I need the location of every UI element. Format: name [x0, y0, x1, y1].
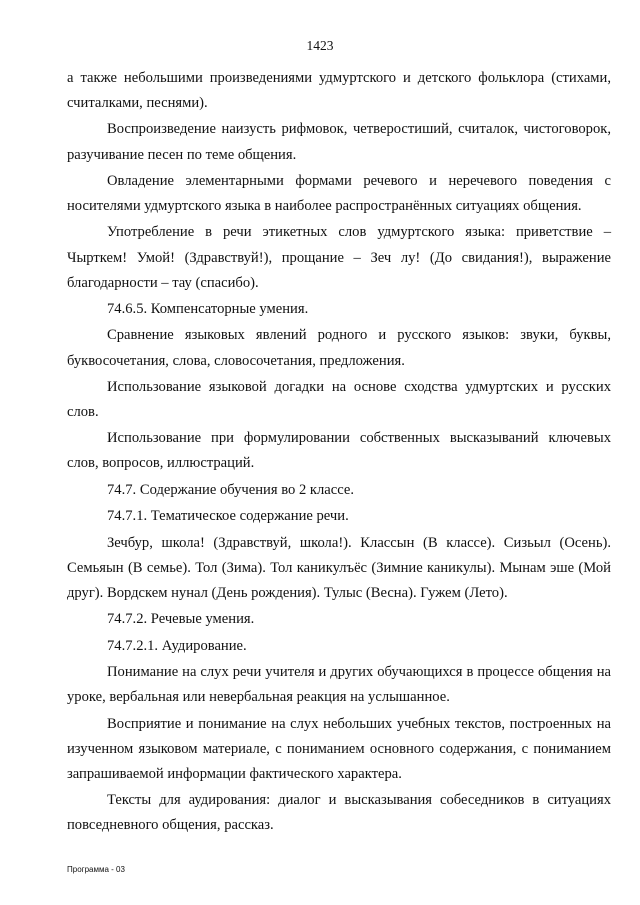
document-body — [67, 66, 611, 840]
paragraph: Восприятие и понимание на слух небольших учебных текстов, построенных на изученном языковом материале, с пониманием основного содержания, с пониманием запрашиваемой информации фактического характера. — [67, 715, 611, 782]
section-heading: 74.7.2.1. Аудирование. — [107, 637, 247, 654]
paragraph: Тексты для аудирования: диалог и высказывания собеседников в ситуациях повседневного общения, рассказ. — [67, 792, 611, 834]
paragraph: Употребление в речи этикетных слов удмуртского языка: приветствие – Чырткем! Умой! (Здравствуй!), прощание – Зеч лу! (До свидания!), выражение благодарности – тау (спасибо). — [67, 224, 611, 291]
paragraph: Воспроизведение наизусть рифмовок, четверостиший, считалок, чистоговорок, разучивание песен по теме общения. — [67, 121, 611, 163]
paragraph: Овладение элементарными формами речевого и неречевого поведения с носителями удмуртского языка в наиболее распространённых ситуациях общения. — [67, 172, 611, 215]
section-heading: 74.7. Содержание обучения во 2 классе. — [107, 481, 355, 498]
paragraph: Сравнение языковых явлений родного и русского языков: звуки, буквы, буквосочетания, слова, словосочетания, предложения. — [67, 327, 611, 369]
paragraph: Использование языковой догадки на основе сходства удмуртских и русских слов. — [67, 378, 611, 420]
footer-label: Программа - 03 — [67, 865, 125, 874]
paragraph: Понимание на слух речи учителя и других обучающихся в процессе общения на уроке, вербальная или невербальная реакция на услышанное. — [67, 664, 611, 706]
paragraph: Использование при формулировании собственных высказываний ключевых слов, вопросов, иллюстраций. — [67, 430, 611, 472]
section-heading: 74.7.2. Речевые умения. — [107, 611, 255, 628]
section-heading: 74.6.5. Компенсаторные умения. — [107, 301, 309, 318]
paragraph: Зечбур, школа! (Здравствуй, школа!). Классын (В классе). Сизьыл (Осень). Семьяын (В семье). Тол (Зима). Тол каникулъёс (Зимние каникулы). Мынам эше (Мой друг). Вордскем нунал (День рождения). Тулыс (Весна). Гужем (Лето). — [67, 534, 611, 601]
section-heading: 74.7.1. Тематическое содержание речи. — [107, 508, 349, 525]
paragraph: а также небольшими произведениями удмуртского и детского фольклора (стихами, считалками, песнями). — [67, 70, 611, 112]
page-number: 1423 — [306, 38, 334, 53]
